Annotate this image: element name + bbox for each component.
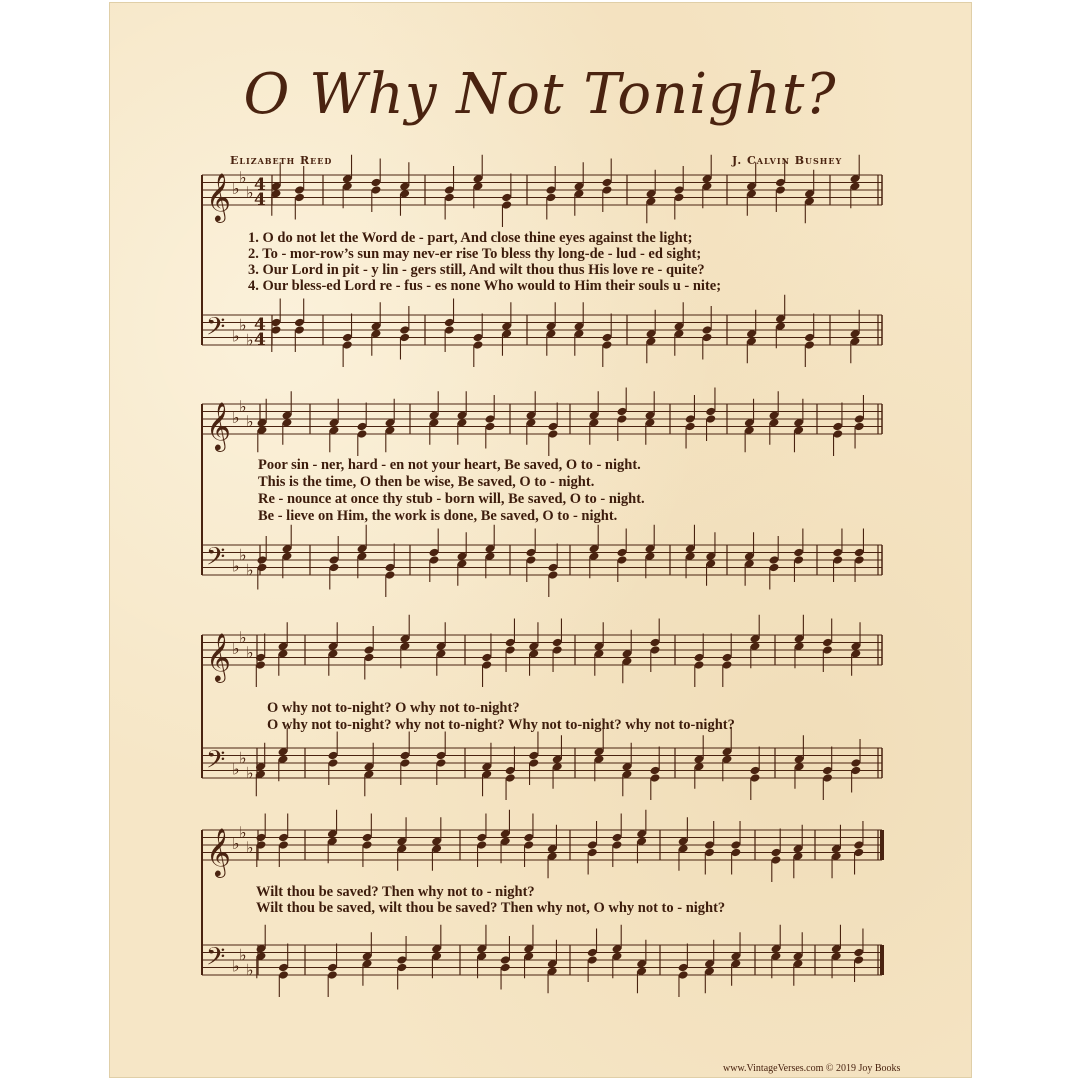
flat-icon: ♭ [232,556,240,576]
flat-icon: ♭ [232,759,240,779]
lyric-verse-line: Poor sin - ner, hard - en not your heart, Be saved, O to - night. [258,457,641,473]
flat-icon: ♭ [246,411,254,431]
lyric-verse-line: 3. Our Lord in pit - y lin - gers still, And wilt thou thus His love re - quite? [248,262,705,278]
lyric-chorus-line: Wilt thou be saved? Then why not to - night? [256,884,535,900]
flat-icon: ♭ [239,748,247,768]
treble-clef-icon: 𝄞 [206,632,231,681]
flat-icon: ♭ [239,945,247,965]
flat-icon: ♭ [246,560,254,580]
lyric-chorus-line: Wilt thou be saved, wilt thou be saved? Then why not, O why not to - night? [256,900,726,916]
flat-icon: ♭ [232,179,240,198]
lyric-verse-line: Be - lieve on Him, the work is done, Be saved, O to - night. [258,508,618,524]
flat-icon: ♭ [239,167,247,187]
lyric-verse-line: This is the time, O then be wise, Be saved, O to - night. [258,474,595,490]
flat-icon: ♭ [239,822,247,842]
treble-clef-icon: 𝄞 [206,401,231,450]
flat-icon: ♭ [232,834,240,853]
lyric-verse-line: Re - nounce at once thy stub - born will, Be saved, O to - night. [258,491,645,507]
flat-icon: ♭ [239,545,247,565]
time-signature: 4 [254,330,266,350]
flat-icon: ♭ [232,956,240,976]
time-signature: 4 [254,315,266,335]
flat-icon: ♭ [246,182,254,202]
flat-icon: ♭ [239,396,247,416]
bass-clef-icon: 𝄢 [206,312,226,348]
lyric-verse-line: 4. Our bless-ed Lord re - fus - es none Who would to Him their souls u - nite; [248,278,722,294]
hymn-title: O Why Not Tonight? [243,62,837,127]
publisher-footer: www.VintageVerses.com © 2019 Joy Books [723,1063,901,1074]
lyric-chorus-line: O why not to-night? why not to-night? Why not to-night? why not to-night? [267,717,735,733]
treble-clef-icon: 𝄞 [206,172,231,221]
flat-icon: ♭ [232,408,240,427]
lyricist-credit: Elizabeth Reed [230,154,333,167]
flat-icon: ♭ [246,960,254,980]
composer-credit: J. Calvin Bushey [732,154,843,167]
time-signature: 4 [254,190,266,210]
flat-icon: ♭ [239,315,247,335]
flat-icon: ♭ [246,763,254,783]
flat-icon: ♭ [246,330,254,350]
flat-icon: ♭ [232,639,240,658]
lyric-chorus-line: O why not to-night? O why not to-night? [267,700,520,716]
bass-clef-icon: 𝄢 [206,745,226,781]
treble-clef-icon: 𝄞 [206,827,231,876]
bass-clef-icon: 𝄢 [206,942,226,978]
time-signature: 4 [254,175,266,195]
flat-icon: ♭ [246,837,254,857]
lyric-verse-line: 1. O do not let the Word de - part, And close thine eyes against the light; [248,230,693,246]
bass-clef-icon: 𝄢 [206,542,226,578]
lyric-verse-line: 2. To - mor-row’s sun may nev-er rise To bless thy long-de - lud - ed sight; [248,246,702,262]
flat-icon: ♭ [246,642,254,662]
flat-icon: ♭ [239,627,247,647]
flat-icon: ♭ [232,326,240,346]
